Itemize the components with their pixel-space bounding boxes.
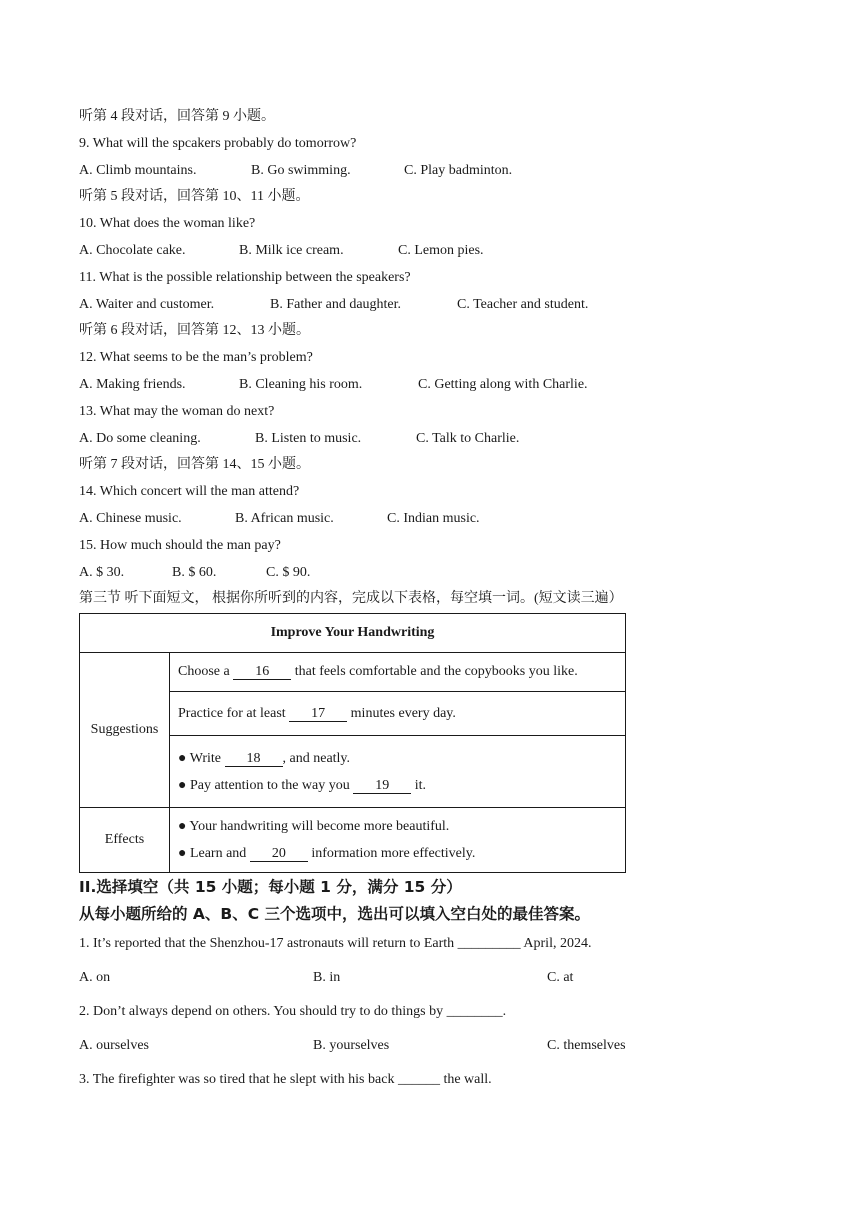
option-11-b: B. Father and daughter. bbox=[270, 297, 402, 312]
row-16-prefix: Choose a bbox=[178, 664, 234, 679]
instruction-dialogue-5: 听第 5 段对话，回答第 10、11 小题。 bbox=[79, 189, 310, 204]
question-12: 12. What seems to be the man’s problem? bbox=[79, 350, 313, 365]
question-10: 10. What does the woman like? bbox=[79, 216, 256, 231]
option-9-a: A. Climb mountains. bbox=[79, 163, 197, 178]
mc-option-2-a: A. ourselves bbox=[79, 1038, 149, 1053]
option-11-a: A. Waiter and customer. bbox=[79, 297, 215, 312]
row-17-suffix: minutes every day. bbox=[350, 705, 456, 721]
part-2-heading: II.选择填空（共 15 小题；每小题 1 分，满分 15 分） bbox=[79, 878, 462, 896]
row-19 bbox=[178, 772, 617, 799]
table-title: Improve Your Handwriting bbox=[80, 614, 626, 653]
instruction-dialogue-7: 听第 7 段对话，回答第 14、15 小题。 bbox=[79, 457, 310, 472]
table-row-18-19 bbox=[170, 736, 626, 808]
section-3-instruction: 第三节 听下面短文， 根据你所听到的内容，完成以下表格，每空填一词。(短文读三遍） bbox=[79, 591, 623, 606]
option-14-c: C. Indian music. bbox=[387, 511, 480, 526]
question-14: 14. Which concert will the man attend? bbox=[79, 484, 300, 499]
mc-option-1-a: A. on bbox=[79, 970, 111, 985]
row-19-prefix: ● Pay attention to the way you bbox=[178, 777, 354, 793]
question-15: 15. How much should the man pay? bbox=[79, 538, 281, 553]
option-15-c: C. $ 90. bbox=[266, 565, 311, 580]
blank-16: 16 bbox=[233, 664, 291, 680]
option-13-c: C. Talk to Charlie. bbox=[416, 431, 520, 446]
table-row-17 bbox=[170, 692, 626, 736]
mc-option-2-b: B. yourselves bbox=[313, 1038, 390, 1053]
blank-18: 18 bbox=[225, 751, 283, 767]
effect-1: ● Your handwriting will become more beautiful. bbox=[178, 819, 450, 834]
row-19-suffix: it. bbox=[414, 777, 427, 793]
option-15-b: B. $ 60. bbox=[172, 565, 217, 580]
effect-2-suffix: information more effectively. bbox=[311, 846, 476, 861]
option-10-a: A. Chocolate cake. bbox=[79, 243, 186, 258]
mc-question-1: 1. It’s reported that the Shenzhou-17 astronauts will return to Earth _________ April, 2024. bbox=[79, 936, 592, 951]
option-15-a: A. $ 30. bbox=[79, 565, 125, 580]
suggestions-label: Suggestions bbox=[80, 653, 170, 808]
row-17-prefix: Practice for at least bbox=[178, 705, 290, 721]
mc-option-1-c: C. at bbox=[547, 970, 574, 985]
row-18-suffix: , and neatly. bbox=[282, 750, 351, 766]
handwriting-table bbox=[79, 613, 626, 873]
effect-2 bbox=[178, 840, 617, 867]
blank-20: 20 bbox=[250, 846, 308, 862]
question-11: 11. What is the possible relationship between the speakers? bbox=[79, 270, 411, 285]
option-14-a: A. Chinese music. bbox=[79, 511, 182, 526]
table-row-effects bbox=[170, 808, 626, 873]
option-11-c: C. Teacher and student. bbox=[457, 297, 589, 312]
option-9-b: B. Go swimming. bbox=[251, 163, 351, 178]
option-9-c: C. Play badminton. bbox=[404, 163, 513, 178]
mc-option-2-c: C. themselves bbox=[547, 1038, 626, 1053]
mc-option-1-b: B. in bbox=[313, 970, 341, 985]
option-12-a: A. Making friends. bbox=[79, 377, 186, 392]
mc-question-3: 3. The firefighter was so tired that he slept with his back ______ the wall. bbox=[79, 1072, 492, 1087]
option-10-c: C. Lemon pies. bbox=[398, 243, 484, 258]
option-13-b: B. Listen to music. bbox=[255, 431, 362, 446]
effect-2-prefix: ● Learn and bbox=[178, 846, 250, 861]
option-10-b: B. Milk ice cream. bbox=[239, 243, 344, 258]
blank-19: 19 bbox=[353, 778, 411, 794]
question-13: 13. What may the woman do next? bbox=[79, 404, 275, 419]
option-12-c: C. Getting along with Charlie. bbox=[418, 377, 588, 392]
instruction-dialogue-6: 听第 6 段对话，回答第 12、13 小题。 bbox=[79, 323, 310, 338]
option-13-a: A. Do some cleaning. bbox=[79, 431, 201, 446]
row-18 bbox=[178, 745, 617, 772]
instruction-dialogue-4: 听第 4 段对话，回答第 9 小题。 bbox=[79, 109, 275, 124]
effects-label: Effects bbox=[80, 808, 170, 873]
blank-17: 17 bbox=[289, 706, 347, 722]
row-18-prefix: ● Write bbox=[178, 750, 225, 766]
part-2-instruction: 从每小题所给的 A、B、C 三个选项中，选出可以填入空白处的最佳答案。 bbox=[79, 905, 590, 923]
mc-question-2: 2. Don’t always depend on others. You should try to do things by ________. bbox=[79, 1004, 507, 1019]
option-12-b: B. Cleaning his room. bbox=[239, 377, 363, 392]
table-row-16 bbox=[170, 653, 626, 692]
row-16-suffix: that feels comfortable and the copybooks you like. bbox=[294, 664, 578, 679]
option-14-b: B. African music. bbox=[235, 511, 334, 526]
question-9: 9. What will the spcakers probably do tomorrow? bbox=[79, 136, 357, 151]
